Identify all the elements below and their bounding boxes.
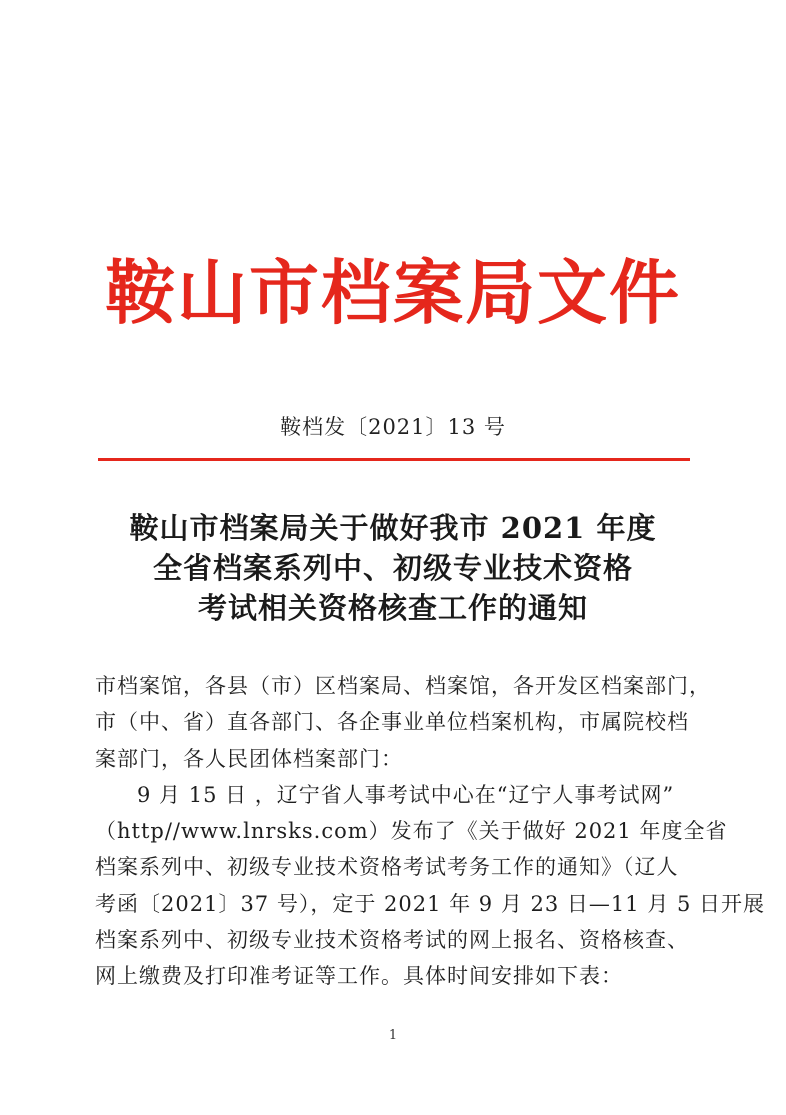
red-divider-line: [98, 458, 690, 461]
notice-title: [60, 508, 726, 628]
page-number: 1: [388, 1028, 398, 1043]
notice-body: [95, 668, 766, 995]
document-number: 鞍档发〔2021〕13 号: [280, 415, 506, 439]
recipients-line-3: 案部门，各人民团体档案部门：: [95, 746, 403, 771]
recipients-line-2: 市（中、省）直各部门、各企事业单位档案机构，市属院校档: [95, 710, 689, 735]
recipients-line-1: 市档案馆，各县（市）区档案局、档案馆，各开发区档案部门，: [95, 674, 711, 698]
title-line-3: 考试相关资格核查工作的通知: [197, 591, 588, 625]
masthead-title: 鞍山市档案局文件: [105, 252, 681, 334]
body-line-4: 考函〔2021〕37 号），定于 2021 年 9 月 23 日—11 月 5 日开展: [95, 891, 766, 916]
body-line-2: （http//www.lnrsks.com）发布了《关于做好 2021 年度全省: [95, 819, 728, 844]
body-line-6: 网上缴费及打印准考证等工作。具体时间安排如下表：: [95, 964, 623, 989]
body-line-3: 档案系列中、初级专业技术资格考试考务工作的通知》（辽人: [95, 855, 679, 880]
title-line-1: 鞍山市档案局关于做好我市 2021 年度: [129, 511, 657, 545]
body-line-5: 档案系列中、初级专业技术资格考试的网上报名、资格核查、: [95, 928, 689, 953]
title-line-2: 全省档案系列中、初级专业技术资格: [152, 551, 633, 585]
body-line-1: 9 月 15 日 ，辽宁省人事考试中心在“辽宁人事考试网”: [137, 782, 675, 807]
